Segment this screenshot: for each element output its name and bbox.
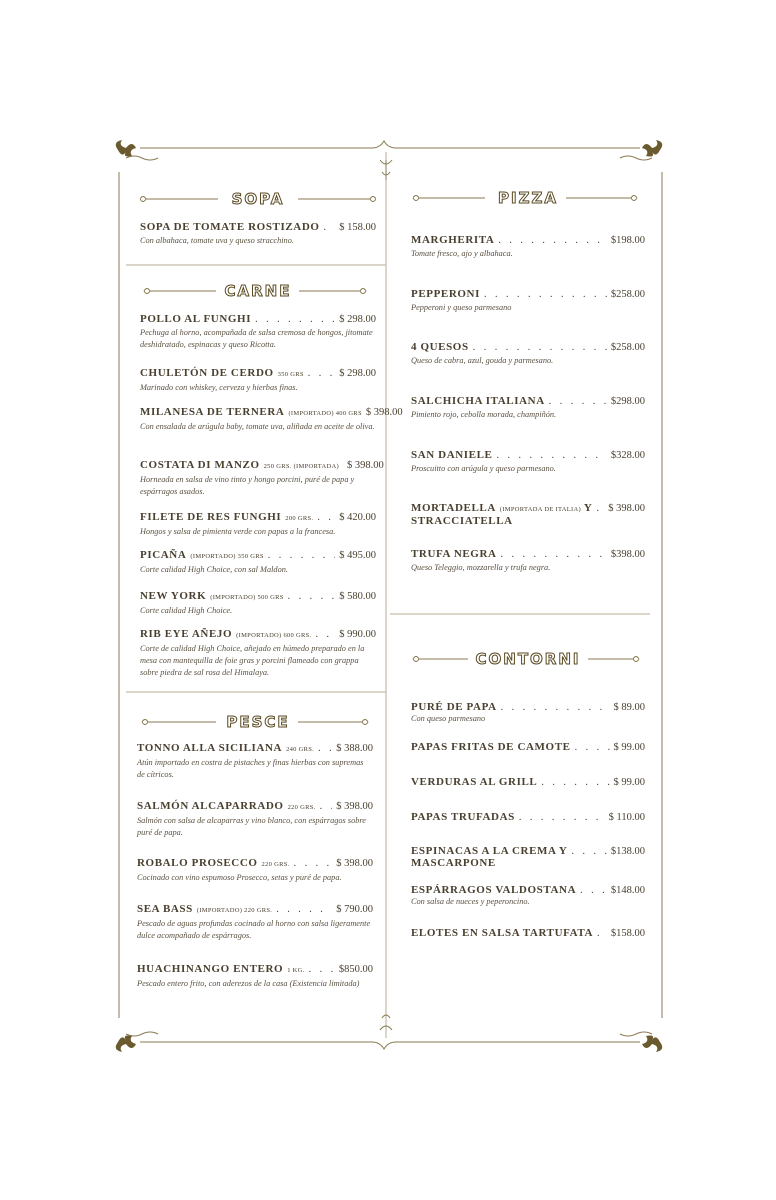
menu-item — [140, 511, 376, 538]
item-price: $ 495.00 — [339, 550, 376, 561]
menu-item — [137, 857, 373, 884]
section-title: CONTORNI — [468, 648, 589, 670]
item-name: 4 QUESOS — [411, 341, 469, 353]
item-note: (IMPORTADO) 500 GRS — [210, 594, 284, 601]
section-title: PESCE — [218, 711, 297, 733]
item-name: PICAÑA — [140, 549, 187, 561]
item-note: (IMPORTADO) 400 GRS — [288, 410, 362, 417]
item-note: 200 GRS. — [285, 515, 314, 522]
item-description: Queso de cabra, azul, gouda y parmesano. — [411, 356, 554, 365]
item-name: MARGHERITA — [411, 234, 495, 246]
item-description: Hongos y salsa de pimienta verde con papas a la francesa. — [140, 527, 336, 536]
item-note: (IMPORTADO) 350 GRS — [190, 553, 264, 560]
item-name: TONNO ALLA SICILIANA — [137, 742, 283, 754]
menu-item — [140, 628, 376, 679]
item-name: SOPA DE TOMATE ROSTIZADO — [140, 221, 320, 233]
item-name: MILANESA DE TERNERA — [140, 406, 285, 418]
item-name: SALCHICHA ITALIANA — [411, 395, 545, 407]
section-pesce — [140, 711, 376, 733]
item-name: RIB EYE AÑEJO — [140, 628, 233, 640]
item-name: MORTADELLA — [411, 502, 496, 514]
item-name-tail: Y — [583, 502, 593, 514]
item-description: Horneada en salsa de vino tinto y hongo porcini, puré de papa y espárragos asados. — [140, 475, 355, 496]
item-description: Con salsa de nueces y peperoncino. — [411, 897, 530, 906]
item-description: Corte de calidad High Choice, añejado en húmedo preparado en la mesa con mantequilla de foie gras y porcini flameado con grappa sobre piedra de sal rosa del Himalaya. — [140, 644, 365, 677]
item-price: $328.00 — [610, 450, 645, 461]
left-column — [137, 0, 403, 1200]
menu-item — [137, 903, 373, 942]
section-title: SOPA — [224, 188, 293, 210]
section-pizza — [411, 187, 645, 209]
menu-item — [411, 741, 645, 754]
item-name-line2: STRACCIATELLA — [411, 515, 513, 527]
menu-item — [140, 313, 376, 351]
item-price: $ 398.00 — [336, 801, 373, 812]
item-name: ELOTES EN SALSA TARTUFATA — [411, 927, 594, 939]
menu-item — [137, 800, 373, 839]
menu-item — [140, 549, 376, 576]
menu-item — [411, 449, 645, 475]
item-description: Pechuga al horno, acompañada de salsa cremosa de hongos, jitomate deshidratado, espinacas y queso Ricotta. — [140, 328, 373, 349]
item-description: Cocinado con vino espumoso Prosecco, setas y puré de papa. — [137, 873, 342, 882]
item-price: $ 99.00 — [613, 742, 645, 753]
menu-item — [137, 742, 373, 781]
item-price: $ 398.00 — [336, 858, 373, 869]
item-price: $ 158.00 — [339, 222, 376, 233]
section-title: PIZZA — [490, 187, 566, 209]
item-note: 220 GRS. — [261, 861, 290, 868]
menu-item — [140, 221, 376, 247]
item-name: POLLO AL FUNGHI — [140, 313, 252, 325]
item-description: Tomate fresco, ajo y albahaca. — [411, 249, 513, 258]
item-description: Con albahaca, tomate uva y queso stracchino. — [140, 236, 294, 245]
item-price: $198.00 — [610, 235, 645, 246]
item-price: $138.00 — [610, 846, 645, 857]
item-price: $258.00 — [610, 289, 645, 300]
item-price: $850.00 — [338, 964, 373, 975]
menu-item — [411, 884, 645, 908]
menu-item — [411, 927, 645, 940]
item-name: SAN DANIELE — [411, 449, 493, 461]
item-note: 250 GRS. (IMPORTADA) — [263, 463, 339, 470]
item-name: ESPINACAS A LA CREMA Y — [411, 845, 568, 857]
item-price: $298.00 — [610, 396, 645, 407]
item-name: PAPAS FRITAS DE CAMOTE — [411, 741, 571, 753]
item-price: $ 398.00 — [608, 503, 645, 514]
item-description: Pescado de aguas profundas cocinado al horno con salsa ligeramente dulce acompañado de espárragos. — [137, 919, 371, 940]
item-name: PEPPERONI — [411, 288, 480, 300]
item-price: $ 398.00 — [365, 407, 403, 418]
item-description: Con ensalada de arúgula baby, tomate uva, aliñada en aceite de oliva. — [140, 422, 375, 431]
menu-item — [411, 845, 645, 869]
menu-item — [411, 234, 645, 260]
item-note: 220 GRS. — [287, 804, 316, 811]
item-name: SEA BASS — [137, 903, 193, 915]
item-description: Queso Teleggio, mozzarella y trufa negra. — [411, 563, 551, 572]
menu-item — [411, 341, 645, 367]
item-name-line2: MASCARPONE — [411, 857, 496, 869]
menu-item — [411, 288, 645, 314]
menu-item — [411, 502, 645, 527]
item-price: $ 990.00 — [339, 629, 376, 640]
item-name: CHULETÓN DE CERDO — [140, 367, 274, 379]
item-description: Proscuitto con arúgula y queso parmesano. — [411, 464, 556, 473]
item-note: (IMPORTADA DE ITALIA) — [499, 506, 581, 513]
item-description: Pepperoni y queso parmesano — [411, 303, 512, 312]
item-note: (IMPORTADO) 220 GRS. — [196, 907, 273, 914]
item-price: $258.00 — [610, 342, 645, 353]
item-price: $ 110.00 — [608, 812, 645, 823]
item-description: Salmón con salsa de alcaparras y vino blanco, con espárragos sobre puré de papa. — [137, 816, 366, 837]
menu-item — [140, 459, 384, 498]
item-price: $ 580.00 — [339, 591, 376, 602]
item-name: PURÉ DE PAPA — [411, 701, 497, 713]
menu-item — [411, 811, 645, 824]
item-price: $148.00 — [610, 885, 645, 896]
item-name: PAPAS TRUFADAS — [411, 811, 515, 823]
item-note: 350 GRS — [277, 371, 304, 378]
section-carne — [140, 280, 376, 302]
menu-item — [137, 963, 373, 990]
item-note: 240 GRS. — [286, 746, 315, 753]
menu-item — [140, 367, 376, 394]
item-description: Con queso parmesano — [411, 714, 486, 723]
item-price: $158.00 — [610, 928, 645, 939]
item-name: ESPÁRRAGOS VALDOSTANA — [411, 884, 577, 896]
item-name: SALMÓN ALCAPARRADO — [137, 800, 284, 812]
section-sopa — [140, 188, 376, 210]
item-price: $ 298.00 — [339, 368, 376, 379]
item-price: $ 298.00 — [339, 314, 376, 325]
item-note: (IMPORTADO) 600 GRS. — [236, 632, 312, 639]
item-description: Atún importado en costra de pistaches y finas hierbas con supremas de cítricos. — [137, 758, 364, 779]
item-description: Pescado entero frito, con aderezos de la casa (Existencia limitada) — [137, 979, 360, 988]
item-price: $ 99.00 — [613, 777, 645, 788]
menu-item — [411, 395, 645, 421]
section-contorni — [411, 648, 645, 670]
item-price: $ 420.00 — [339, 512, 376, 523]
item-description: Marinado con whiskey, cerveza y hierbas finas. — [140, 383, 298, 392]
item-description: Pimiento rojo, cebolla morada, champiñón. — [411, 410, 557, 419]
menu-item — [411, 701, 645, 725]
right-column — [411, 0, 645, 1200]
item-note: 1 KG. — [287, 967, 305, 974]
item-description: Corte calidad High Choice. — [140, 606, 233, 615]
menu-item — [411, 548, 645, 574]
item-name: HUACHINANGO ENTERO — [137, 963, 284, 975]
item-name: FILETE DE RES FUNGHI — [140, 511, 282, 523]
item-price: $ 790.00 — [336, 904, 373, 915]
item-name: ROBALO PROSECCO — [137, 857, 258, 869]
item-price: $ 89.00 — [613, 702, 645, 713]
menu-item — [140, 406, 403, 433]
item-name: TRUFA NEGRA — [411, 548, 497, 560]
menu-item — [411, 776, 645, 789]
item-price: $ 398.00 — [346, 460, 384, 471]
item-price: $398.00 — [610, 549, 645, 560]
item-name: COSTATA DI MANZO — [140, 459, 260, 471]
item-name: NEW YORK — [140, 590, 207, 602]
item-description: Corte calidad High Choice, con sal Maldon. — [140, 565, 288, 574]
item-price: $ 388.00 — [336, 743, 373, 754]
menu-item — [140, 590, 376, 617]
item-name: VERDURAS AL GRILL — [411, 776, 538, 788]
section-title: CARNE — [217, 280, 300, 302]
